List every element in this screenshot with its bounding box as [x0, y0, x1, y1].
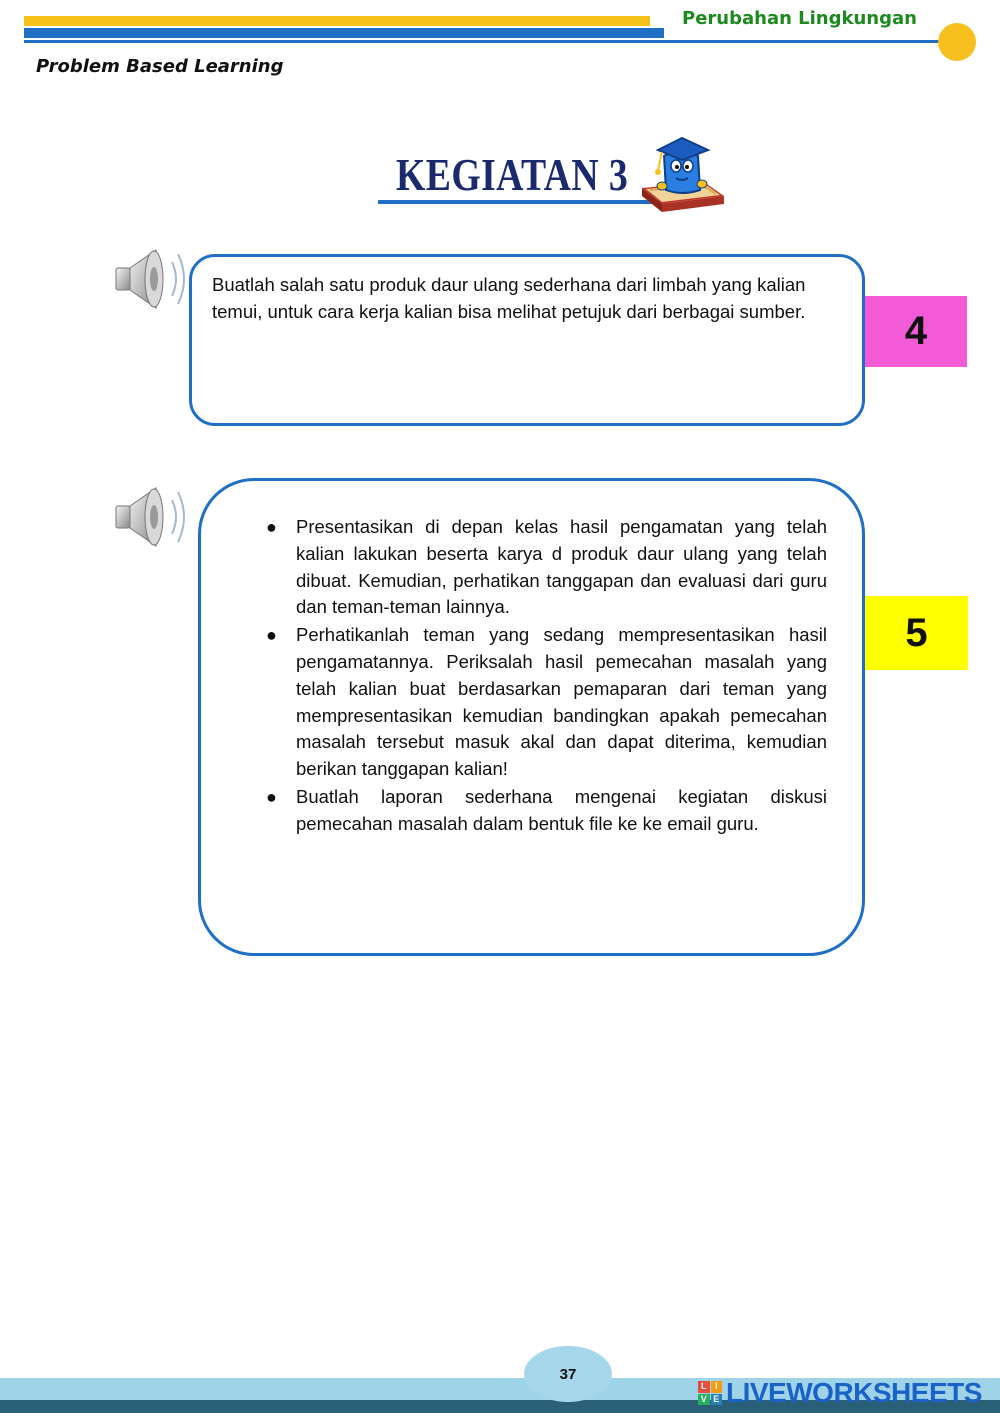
list-item-text: Presentasikan di depan kelas hasil pengamatan yang telah kalian lakukan beserta karya d produk daur ulang yang telah dibuat. Kemudian, perhatikan tanggapan dan evaluasi dari guru dan teman-teman lainnya.	[296, 516, 827, 618]
page-number: 37	[559, 1365, 577, 1383]
liveworksheets-logo-text: LIVEWORKSHEETS	[726, 1377, 982, 1408]
speaker-icon[interactable]	[110, 244, 190, 314]
task-4-number-tag: 4	[865, 296, 967, 367]
bullet-icon: ●	[266, 786, 277, 807]
bullet-icon: ●	[266, 517, 277, 537]
header-circle-decoration	[938, 23, 976, 61]
header-blue-bar	[24, 28, 664, 38]
book-mascot-icon	[632, 126, 732, 226]
task-4-instruction: Buatlah salah satu produk daur ulang sederhana dari limbah yang kalian temui, untuk cara kerja kalian bisa melihat petujuk dari berbagai sumber.	[212, 274, 806, 322]
title-underline	[378, 200, 668, 204]
badge-letter: E	[711, 1394, 723, 1406]
liveworksheets-badge-icon	[698, 1381, 722, 1405]
header-divider	[24, 40, 944, 43]
liveworksheets-logo	[698, 1378, 982, 1408]
list-item	[266, 622, 827, 783]
badge-letter: I	[711, 1381, 723, 1393]
badge-letter: V	[698, 1394, 710, 1406]
list-item-text: Perhatikanlah teman yang sedang mempresentasikan hasil pengamatannya. Periksalah hasil pemecahan masalah yang telah kalian buat berdasarkan pemaparan dari teman yang mempresentasikan kemudian bandingkan apakah pemecahan masalah tersebut masuk akal dan dapat diterima, kemudian berikan tanggapan kalian!	[296, 624, 827, 780]
list-item	[266, 784, 827, 838]
badge-letter: L	[698, 1381, 710, 1393]
task-5-number-tag: 5	[865, 596, 968, 670]
page-title: KEGIATAN 3	[396, 149, 629, 200]
bullet-icon: ●	[266, 625, 277, 646]
header-subject: Perubahan Lingkungan	[682, 8, 917, 29]
list-item	[266, 514, 827, 621]
task-5-list	[266, 514, 827, 839]
page-number-badge	[524, 1346, 612, 1402]
list-item-text: Buatlah laporan sederhana mengenai kegiatan diskusi pemecahan masalah dalam bentuk file ke ke email guru.	[296, 785, 827, 834]
header-method: Problem Based Learning	[36, 56, 284, 77]
speaker-icon[interactable]	[110, 482, 190, 552]
header-yellow-bar	[24, 16, 650, 26]
